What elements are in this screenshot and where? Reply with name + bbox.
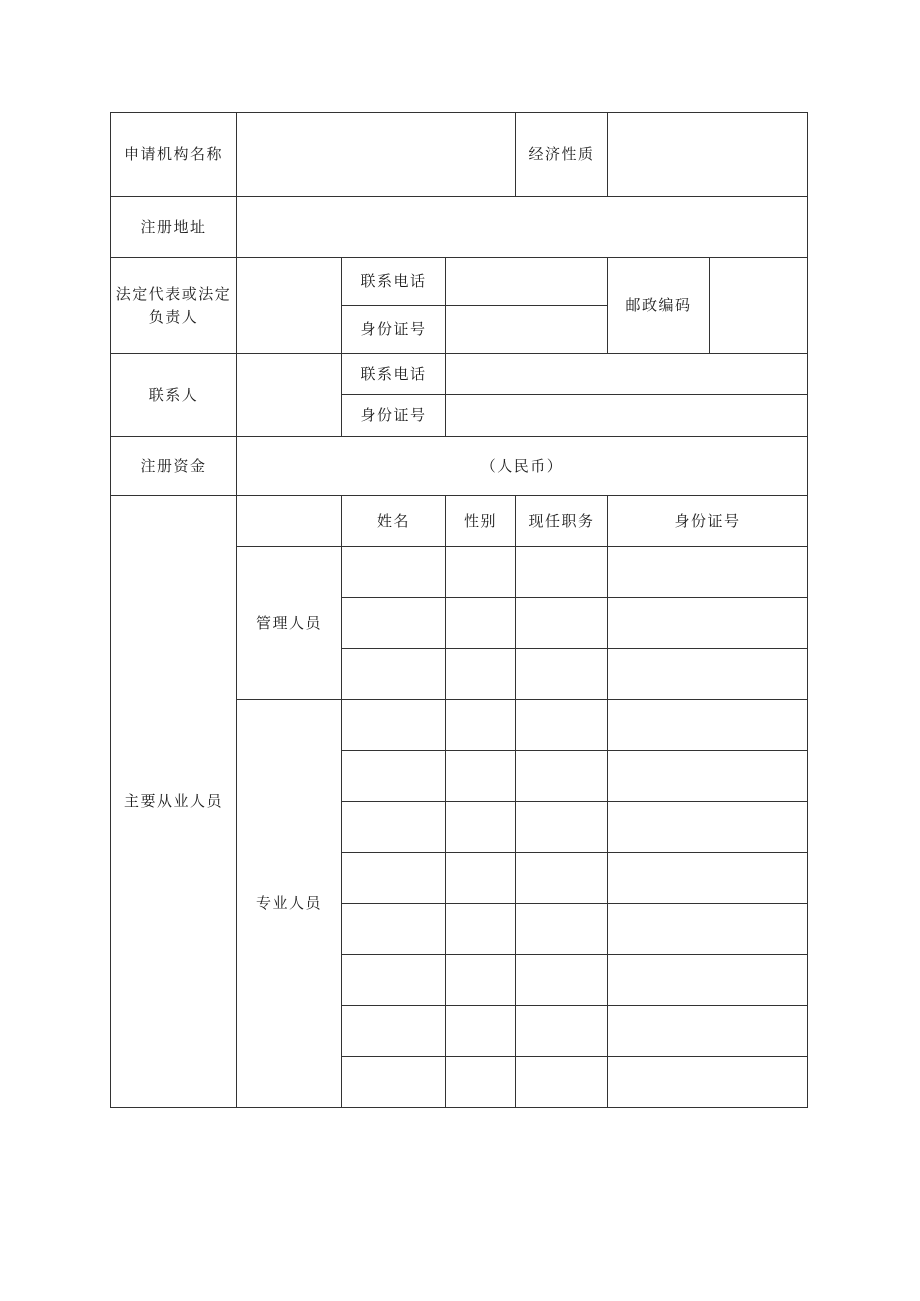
staff-gender-cell[interactable] xyxy=(446,649,516,700)
staff-position-cell[interactable] xyxy=(516,853,608,904)
staff-name-cell[interactable] xyxy=(342,751,446,802)
staff-name-cell[interactable] xyxy=(342,802,446,853)
staff-gender-cell[interactable] xyxy=(446,547,516,598)
staff-gender-cell[interactable] xyxy=(446,904,516,955)
postal-code-field[interactable] xyxy=(710,258,808,354)
staff-name-cell[interactable] xyxy=(342,700,446,751)
staff-name-cell[interactable] xyxy=(342,598,446,649)
contact-name-field[interactable] xyxy=(237,354,342,437)
staff-id-cell[interactable] xyxy=(608,1057,808,1108)
staff-id-cell[interactable] xyxy=(608,598,808,649)
contact-id-label: 身份证号 xyxy=(342,395,446,437)
staff-category-header xyxy=(237,496,342,547)
currency-note: （人民币） xyxy=(480,456,564,475)
staff-id-cell[interactable] xyxy=(608,1006,808,1057)
staff-id-cell[interactable] xyxy=(608,802,808,853)
staff-id-cell[interactable] xyxy=(608,955,808,1006)
staff-name-cell[interactable] xyxy=(342,1006,446,1057)
econ-nature-label: 经济性质 xyxy=(516,113,608,197)
staff-position-cell[interactable] xyxy=(516,598,608,649)
staff-gender-cell[interactable] xyxy=(446,955,516,1006)
staff-name-cell[interactable] xyxy=(342,904,446,955)
staff-gender-cell[interactable] xyxy=(446,700,516,751)
reg-address-label: 注册地址 xyxy=(111,197,237,258)
staff-id-cell[interactable] xyxy=(608,904,808,955)
org-name-label: 申请机构名称 xyxy=(111,113,237,197)
header-name: 姓名 xyxy=(342,496,446,547)
staff-name-cell[interactable] xyxy=(342,955,446,1006)
staff-name-cell[interactable] xyxy=(342,1057,446,1108)
reg-capital-label: 注册资金 xyxy=(111,437,237,496)
staff-position-cell[interactable] xyxy=(516,904,608,955)
staff-name-cell[interactable] xyxy=(342,547,446,598)
legal-phone-field[interactable] xyxy=(446,258,608,306)
legal-id-field[interactable] xyxy=(446,306,608,354)
legal-rep-field[interactable] xyxy=(237,258,342,354)
legal-rep-label: 法定代表或法定负责人 xyxy=(111,258,237,354)
contact-label: 联系人 xyxy=(111,354,237,437)
staff-gender-cell[interactable] xyxy=(446,598,516,649)
header-id-number: 身份证号 xyxy=(608,496,808,547)
staff-position-cell[interactable] xyxy=(516,649,608,700)
postal-code-label: 邮政编码 xyxy=(608,258,710,354)
staff-gender-cell[interactable] xyxy=(446,853,516,904)
staff-name-cell[interactable] xyxy=(342,853,446,904)
legal-id-label: 身份证号 xyxy=(342,306,446,354)
staff-position-cell[interactable] xyxy=(516,547,608,598)
staff-gender-cell[interactable] xyxy=(446,1057,516,1108)
staff-name-cell[interactable] xyxy=(342,649,446,700)
legal-phone-label: 联系电话 xyxy=(342,258,446,306)
staff-position-cell[interactable] xyxy=(516,955,608,1006)
professional-label: 专业人员 xyxy=(237,700,342,1108)
staff-id-cell[interactable] xyxy=(608,751,808,802)
org-name-field[interactable] xyxy=(237,113,516,197)
staff-section-label: 主要从业人员 xyxy=(111,496,237,1108)
staff-gender-cell[interactable] xyxy=(446,1006,516,1057)
staff-id-cell[interactable] xyxy=(608,700,808,751)
reg-capital-field[interactable] xyxy=(237,437,808,496)
staff-position-cell[interactable] xyxy=(516,751,608,802)
staff-gender-cell[interactable] xyxy=(446,751,516,802)
staff-id-cell[interactable] xyxy=(608,649,808,700)
contact-id-field[interactable] xyxy=(446,395,808,437)
header-position: 现任职务 xyxy=(516,496,608,547)
staff-id-cell[interactable] xyxy=(608,547,808,598)
staff-position-cell[interactable] xyxy=(516,802,608,853)
management-label: 管理人员 xyxy=(237,547,342,700)
staff-id-cell[interactable] xyxy=(608,853,808,904)
contact-phone-label: 联系电话 xyxy=(342,354,446,395)
staff-position-cell[interactable] xyxy=(516,1057,608,1108)
staff-gender-cell[interactable] xyxy=(446,802,516,853)
header-gender: 性别 xyxy=(446,496,516,547)
contact-phone-field[interactable] xyxy=(446,354,808,395)
reg-address-field[interactable] xyxy=(237,197,808,258)
staff-position-cell[interactable] xyxy=(516,1006,608,1057)
econ-nature-field[interactable] xyxy=(608,113,808,197)
staff-position-cell[interactable] xyxy=(516,700,608,751)
application-form-table xyxy=(110,112,808,1108)
